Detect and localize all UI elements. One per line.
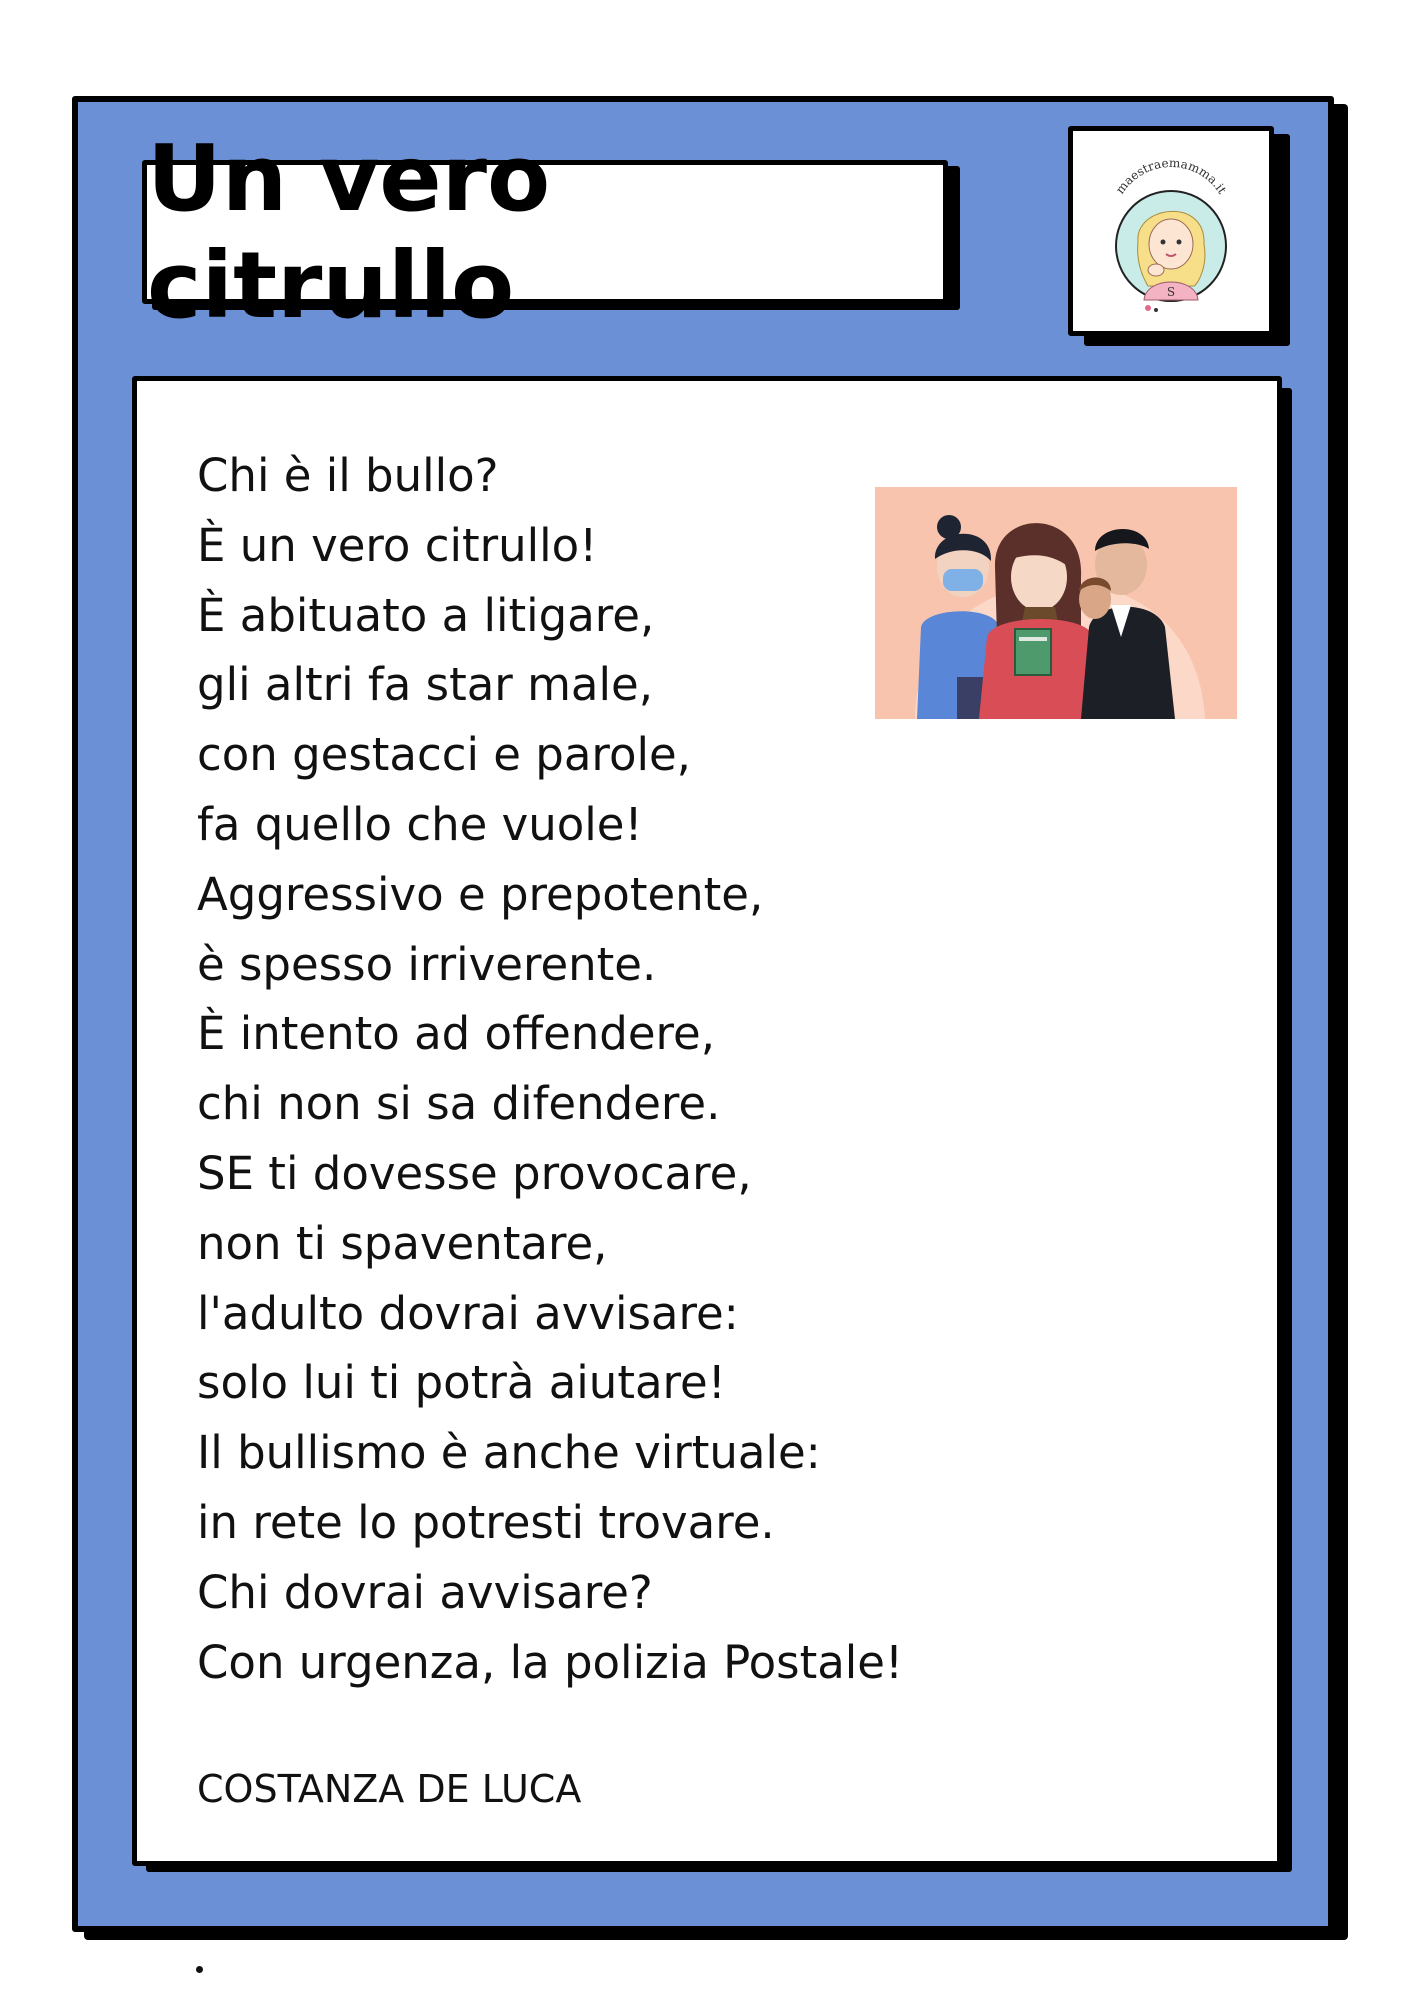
poem-line: Chi è il bullo?: [197, 449, 499, 502]
page-title: Un vero citrullo: [147, 125, 551, 339]
poem-line: È un vero citrullo!: [197, 518, 598, 572]
poem-line: chi non si sa difendere.: [197, 1077, 721, 1131]
title-box: [142, 125, 948, 339]
poem-text: [197, 441, 903, 1697]
page-dot: [196, 1966, 203, 1973]
poem-line: solo lui ti potrà aiutare!: [197, 1356, 726, 1410]
poem-line: Con urgenza, la polizia Postale!: [197, 1635, 904, 1689]
poem-line: È intento ad offendere,: [197, 1007, 716, 1061]
poem-line: con gestacci e parole,: [197, 728, 691, 782]
poem-line: l'adulto dovrai avvisare:: [197, 1286, 739, 1340]
poem-line: è spesso irriverente.: [197, 937, 657, 991]
poem-line: È abituato a litigare,: [197, 588, 655, 642]
poem-line: gli altri fa star male,: [197, 658, 653, 712]
bullying-scene-illustration: [875, 487, 1237, 719]
poem-line: fa quello che vuole!: [197, 797, 643, 851]
poem-line: Il bullismo è anche virtuale:: [197, 1426, 821, 1480]
author-name: COSTANZA DE LUCA: [197, 1767, 582, 1811]
poem-line: Aggressivo e prepotente,: [197, 867, 764, 921]
poem-card: [132, 376, 1282, 1866]
poem-line: in rete lo potresti trovare.: [197, 1495, 775, 1549]
logo-text: maestraemamma.it: [1112, 155, 1230, 197]
poem-line: Chi dovrai avvisare?: [197, 1565, 653, 1619]
logo-box: [1068, 126, 1274, 336]
poem-line: non ti spaventare,: [197, 1216, 608, 1270]
poem-line: SE ti dovesse provocare,: [197, 1146, 752, 1200]
logo-icon: [1086, 146, 1256, 316]
svg-text:S: S: [1166, 285, 1176, 299]
